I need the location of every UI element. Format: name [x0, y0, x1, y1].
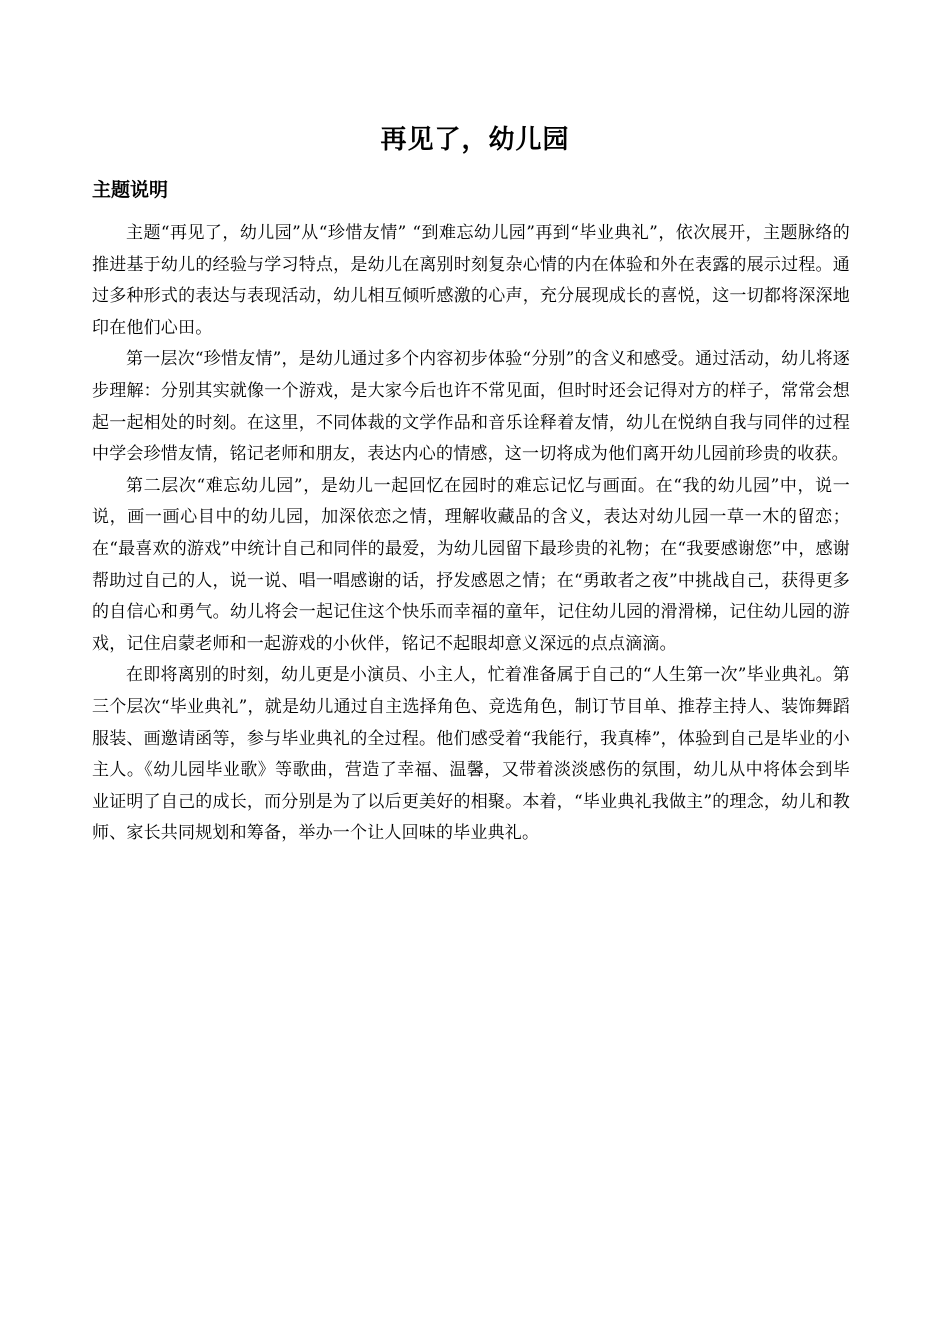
paragraph-level-three: 在即将离别的时刻，幼儿更是小演员、小主人，忙着准备属于自己的“人生第一次”毕业典礼。第三个层次“毕业典礼”，就是幼儿通过自主选择角色、竞选角色，制订节目单、推荐主持人、装饰舞蹈服装、画邀请函等，参与毕业典礼的全过程。他们感受着“我能行，我真棒”，体验到自己是毕业的小主人。《幼儿园毕业歌》等歌曲，营造了幸福、温馨，又带着淡淡感伤的氛围，幼儿从中将体会到毕业证明了自己的成长，而分别是为了以后更美好的相聚。本着，“毕业典礼我做主”的理念，幼儿和教师、家长共同规划和筹备，举办一个让人回味的毕业典礼。	[92, 665, 850, 844]
body-text	[92, 218, 850, 850]
paragraph-level-two: 第二层次“难忘幼儿园”，是幼儿一起回忆在园时的难忘记忆与画面。在“我的幼儿园”中，说一说，画一画心目中的幼儿园，加深依恋之情，理解收藏品的含义，表达对幼儿园一草一木的留恋；在“最喜欢的游戏”中统计自己和同伴的最爱，为幼儿园留下最珍贵的礼物；在“我要感谢您”中，感谢帮助过自己的人，说一说、唱一唱感谢的话，抒发感恩之情；在“勇敢者之夜”中挑战自己，获得更多的自信心和勇气。幼儿将会一起记住这个快乐而幸福的童年，记住幼儿园的滑滑梯，记住幼儿园的游戏，记住启蒙老师和一起游戏的小伙伴，铭记不起眼却意义深远的点点滴滴。	[92, 475, 850, 654]
paragraph-theme-intro: 主题“再见了，幼儿园”从“珍惜友情” “到难忘幼儿园”再到“毕业典礼”，依次展开，主题脉络的推进基于幼儿的经验与学习特点，是幼儿在离别时刻复杂心情的内在体验和外在表露的展示过程。通过多种形式的表达与表现活动，幼儿相互倾听感激的心声，充分展现成长的喜悦，这一切都将深深地印在他们心田。	[92, 223, 850, 338]
section-heading: 主题说明	[92, 179, 169, 201]
paragraph-level-one: 第一层次“珍惜友情”，是幼儿通过多个内容初步体验“分别”的含义和感受。通过活动，幼儿将逐步理解：分别其实就像一个游戏，是大家今后也许不常见面，但时时还会记得对方的样子，常常会想起一起相处的时刻。在这里，不同体裁的文学作品和音乐诠释着友情，幼儿在悦纳自我与同伴的过程中学会珍惜友情，铭记老师和朋友，表达内心的情感，这一切将成为他们离开幼儿园前珍贵的收获。	[92, 349, 850, 465]
page-title: 再见了，幼儿园	[380, 125, 570, 155]
